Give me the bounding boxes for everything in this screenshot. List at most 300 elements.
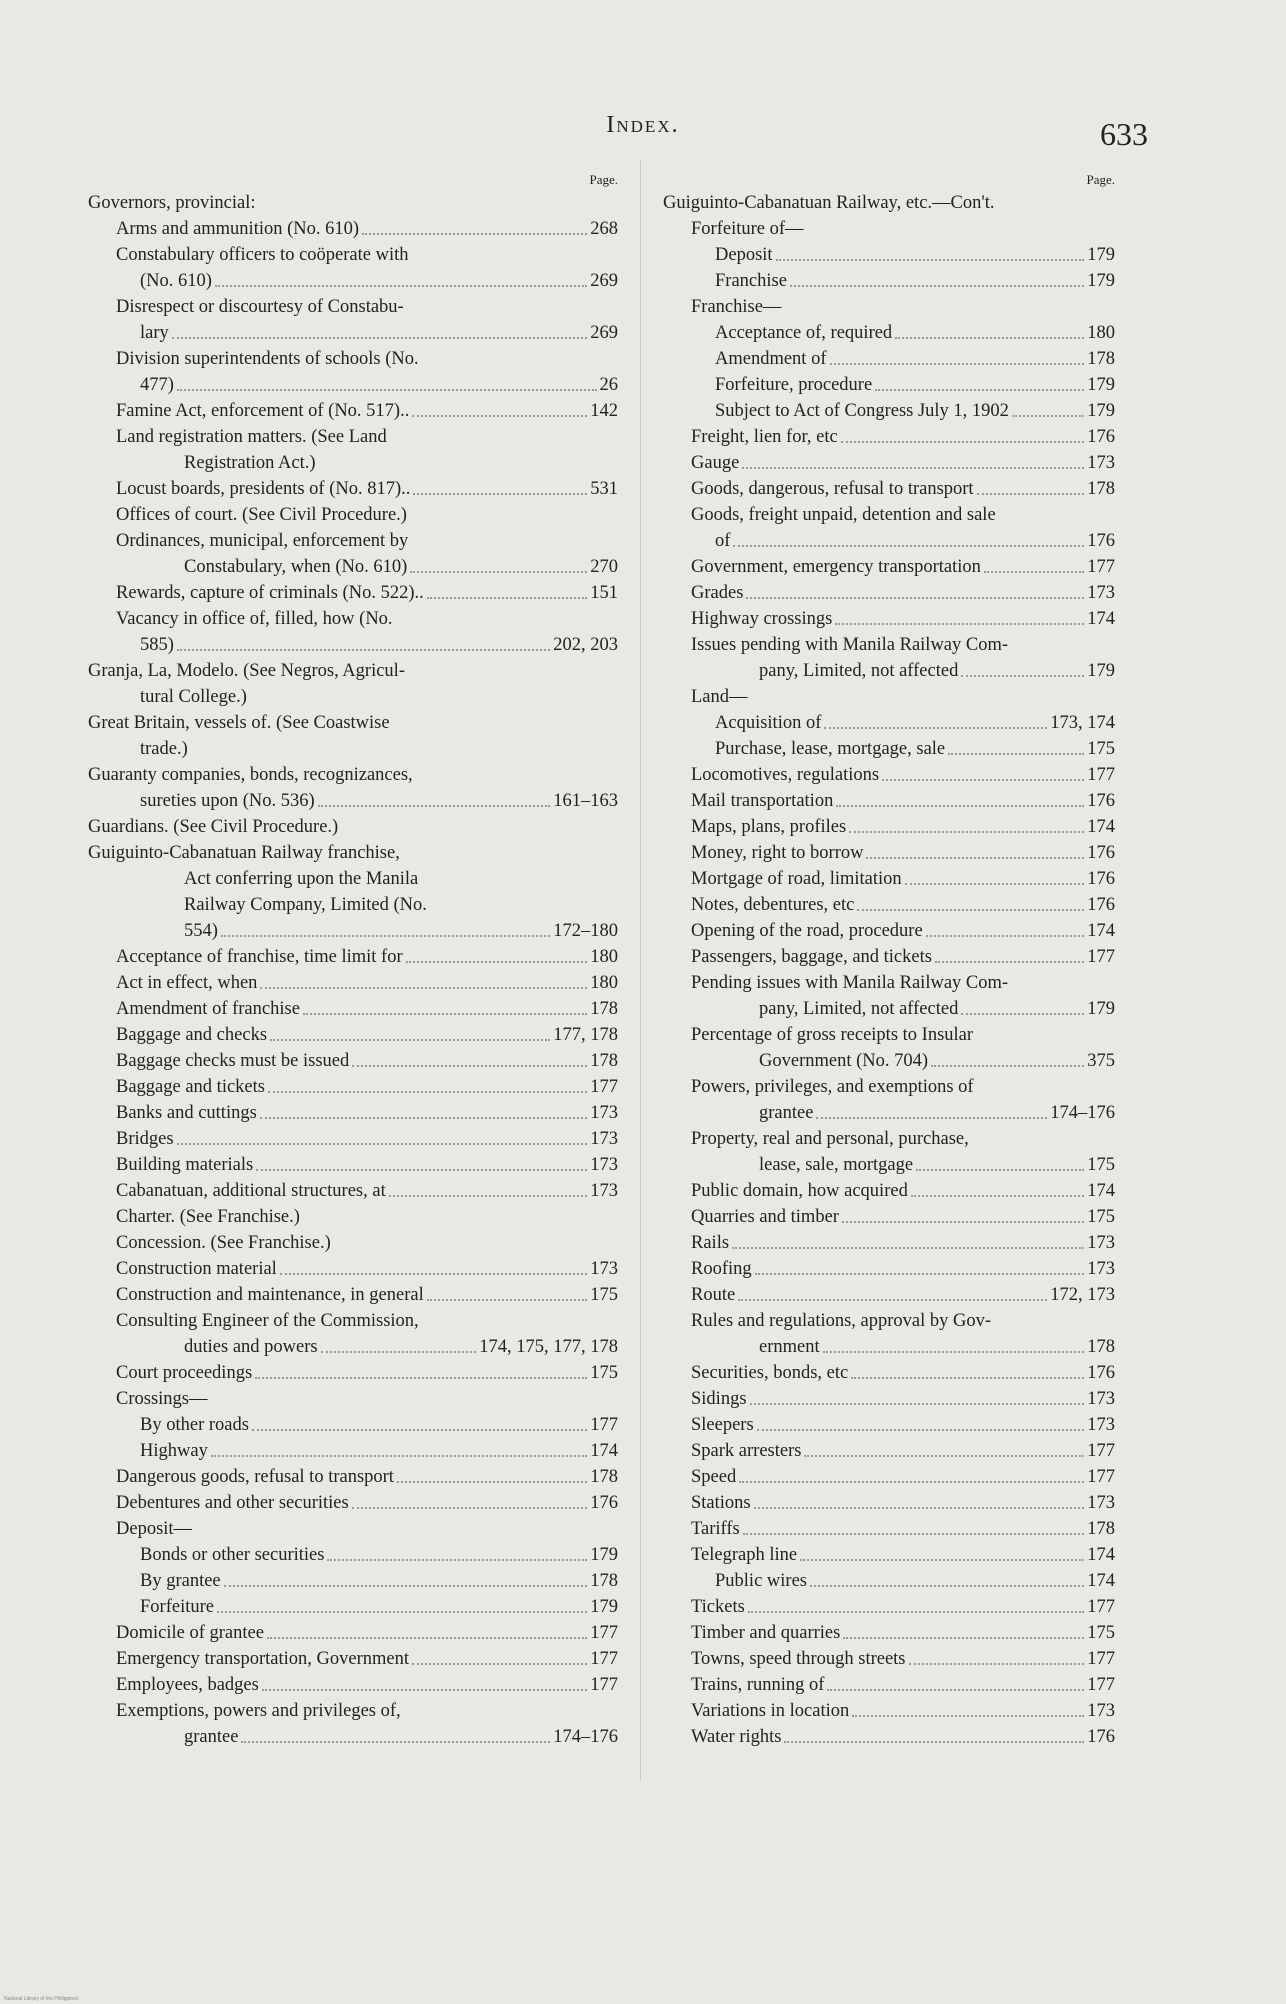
index-entry-text: Employees, badges	[116, 1675, 259, 1695]
index-entry	[88, 450, 618, 476]
dot-leader	[882, 779, 1084, 781]
index-entry-text: Great Britain, vessels of. (See Coastwise	[88, 713, 390, 733]
index-entry	[88, 320, 618, 346]
index-entry	[663, 710, 1115, 736]
dot-leader	[743, 1533, 1085, 1535]
dot-leader	[804, 1455, 1084, 1457]
dot-leader	[824, 727, 1047, 729]
index-entry-text: Mortgage of road, limitation	[691, 869, 902, 889]
index-entry	[88, 918, 618, 944]
index-entry-text: Land registration matters. (See Land	[116, 427, 387, 447]
index-entry-text: Domicile of grantee	[116, 1623, 264, 1643]
dot-leader	[800, 1559, 1084, 1561]
index-entry	[663, 1646, 1115, 1672]
index-entry-text: Concession. (See Franchise.)	[116, 1233, 331, 1253]
index-entry-text: Timber and quarries	[691, 1623, 841, 1643]
dot-leader	[738, 1299, 1047, 1301]
index-entry	[88, 1672, 618, 1698]
dot-leader	[931, 1065, 1084, 1067]
index-entry-text: Debentures and other securities	[116, 1493, 349, 1513]
dot-leader	[823, 1351, 1085, 1353]
index-entry	[88, 502, 618, 528]
index-entry-page: 161–163	[553, 791, 618, 811]
index-entry	[88, 1542, 618, 1568]
index-entry-page: 26	[599, 375, 618, 395]
dot-leader	[810, 1585, 1084, 1587]
index-entry-text: Grades	[691, 583, 744, 603]
index-entry-text: Acceptance of franchise, time limit for	[116, 947, 403, 967]
dot-leader	[790, 285, 1084, 287]
index-entry	[663, 840, 1115, 866]
index-entry	[88, 1698, 618, 1724]
dot-leader	[905, 883, 1085, 885]
dot-leader	[410, 571, 587, 573]
dot-leader	[412, 1663, 587, 1665]
index-entry-page: 177	[1087, 947, 1115, 967]
index-entry-text: Bonds or other securities	[140, 1545, 325, 1565]
dot-leader	[267, 1637, 587, 1639]
dot-leader	[327, 1559, 587, 1561]
index-entry	[88, 762, 618, 788]
index-entry-page: 173	[1087, 1259, 1115, 1279]
dot-leader	[836, 805, 1084, 807]
index-entry	[663, 528, 1115, 554]
index-entry-page: 174	[1087, 1571, 1115, 1591]
index-entry	[663, 1282, 1115, 1308]
index-entry-text: By other roads	[140, 1415, 249, 1435]
index-entry-text: grantee	[184, 1727, 239, 1747]
index-entry-text: Arms and ammunition (No. 610)	[116, 219, 360, 239]
index-entry-page: 180	[590, 947, 618, 967]
dot-leader	[835, 623, 1084, 625]
index-entry-page: 178	[590, 1571, 618, 1591]
index-entry-page: 172, 173	[1050, 1285, 1115, 1305]
index-entry-text: Constabulary officers to coöperate with	[116, 245, 409, 265]
index-entry-text: Highway crossings	[691, 609, 833, 629]
dot-leader	[406, 961, 588, 963]
dot-leader	[427, 1299, 588, 1301]
index-entry	[663, 190, 1115, 216]
index-entry-text: Spark arresters	[691, 1441, 802, 1461]
index-entry	[663, 450, 1115, 476]
index-entry-text: Charter. (See Franchise.)	[116, 1207, 300, 1227]
index-entry-page: 175	[590, 1363, 618, 1383]
index-entry-page: 175	[1087, 1623, 1115, 1643]
index-entry	[88, 528, 618, 554]
index-entry-text: Franchise—	[691, 297, 782, 317]
dot-leader	[757, 1429, 1085, 1431]
page-column-label: Page.	[1086, 172, 1115, 187]
index-entry-text: Locomotives, regulations	[691, 765, 880, 785]
index-entry	[663, 1360, 1115, 1386]
dot-leader	[260, 1117, 587, 1119]
index-entry-text: Franchise	[715, 271, 787, 291]
index-entry	[663, 1672, 1115, 1698]
index-entry-text: Act in effect, when	[116, 973, 258, 993]
dot-leader	[984, 571, 1084, 573]
index-entry-text: Money, right to borrow	[691, 843, 864, 863]
dot-leader	[397, 1481, 587, 1483]
dot-leader	[427, 597, 588, 599]
index-entry-page: 268	[590, 219, 618, 239]
index-entry-text: Crossings—	[116, 1389, 208, 1409]
dot-leader	[172, 337, 587, 339]
index-entry	[88, 1516, 618, 1542]
index-entry-text: Acquisition of	[715, 713, 822, 733]
dot-leader	[755, 1273, 1085, 1275]
index-entry-page: 177	[1087, 1467, 1115, 1487]
index-entry-text: Building materials	[116, 1155, 254, 1175]
index-entry	[88, 216, 618, 242]
index-entry	[663, 866, 1115, 892]
index-entry-text: Government (No. 704)	[759, 1051, 929, 1071]
index-entry-page: 174	[1087, 921, 1115, 941]
index-entry-page: 173	[590, 1129, 618, 1149]
index-entry-text: Bridges	[116, 1129, 174, 1149]
index-entry-page: 174	[1087, 1181, 1115, 1201]
page-title: Index.	[606, 112, 680, 138]
index-entry-text: Baggage and checks	[116, 1025, 268, 1045]
dot-leader	[352, 1065, 587, 1067]
index-entry	[88, 658, 618, 684]
index-entry-text: Speed	[691, 1467, 737, 1487]
index-entry	[88, 1620, 618, 1646]
dot-leader	[217, 1611, 587, 1613]
index-entry	[88, 1178, 618, 1204]
index-entry-text: Land—	[691, 687, 748, 707]
index-entry	[663, 1568, 1115, 1594]
index-entry-page: 375	[1087, 1051, 1115, 1071]
index-entry-page: 178	[1087, 479, 1115, 499]
index-entry	[663, 918, 1115, 944]
index-entry	[663, 814, 1115, 840]
index-entry	[88, 346, 618, 372]
dot-leader	[321, 1351, 477, 1353]
index-entry-text: lary	[140, 323, 169, 343]
index-entry-text: Registration Act.)	[184, 453, 316, 473]
index-entry	[663, 1620, 1115, 1646]
dot-leader	[961, 675, 1084, 677]
index-entry-page: 176	[1087, 531, 1115, 551]
index-entry	[663, 736, 1115, 762]
index-entry	[88, 684, 618, 710]
index-entry-text: Forfeiture	[140, 1597, 214, 1617]
index-entry	[88, 554, 618, 580]
dot-leader	[224, 1585, 588, 1587]
dot-leader	[352, 1507, 588, 1509]
dot-leader	[948, 753, 1084, 755]
index-entry-text: Construction and maintenance, in general	[116, 1285, 424, 1305]
index-entry	[663, 372, 1115, 398]
dot-leader	[280, 1273, 587, 1275]
index-entry-text: Ordinances, municipal, enforcement by	[116, 531, 409, 551]
index-entry-page: 176	[1087, 843, 1115, 863]
index-entry-page: 178	[1087, 1519, 1115, 1539]
index-entry-text: Emergency transportation, Government	[116, 1649, 410, 1669]
index-entry	[663, 1022, 1115, 1048]
index-entry-page: 174, 175, 177, 178	[479, 1337, 618, 1357]
index-entry	[663, 1438, 1115, 1464]
index-entry	[663, 1074, 1115, 1100]
index-entry	[88, 1230, 618, 1256]
index-entry-page: 175	[1087, 1155, 1115, 1175]
index-entry-page: 531	[590, 479, 618, 499]
dot-leader	[830, 363, 1085, 365]
index-entry	[88, 1464, 618, 1490]
index-entry-text: Guiguinto-Cabanatuan Railway, etc.—Con't.	[663, 193, 995, 213]
index-entry	[88, 1074, 618, 1100]
index-entry	[88, 736, 618, 762]
dot-leader	[215, 285, 587, 287]
left-column	[88, 170, 618, 1750]
index-entry-text: Rules and regulations, approval by Gov-	[691, 1311, 992, 1331]
index-entry	[88, 1152, 618, 1178]
index-entry-text: tural College.)	[140, 687, 247, 707]
index-entry-page: 176	[590, 1493, 618, 1513]
index-entry-text: Pending issues with Manila Railway Com-	[691, 973, 1009, 993]
index-entry	[88, 372, 618, 398]
dot-leader	[842, 1221, 1084, 1223]
index-entry-page: 142	[590, 401, 618, 421]
dot-leader	[252, 1429, 587, 1431]
index-entry-page: 176	[1087, 791, 1115, 811]
index-entry	[88, 1022, 618, 1048]
index-entry-text: Amendment of	[715, 349, 827, 369]
index-entry-page: 173	[590, 1103, 618, 1123]
dot-leader	[413, 493, 587, 495]
index-entry	[88, 970, 618, 996]
index-entry-text: pany, Limited, not affected	[759, 661, 959, 681]
index-entry	[663, 216, 1115, 242]
index-entry-page: 173	[1087, 1701, 1115, 1721]
index-entry	[88, 242, 618, 268]
dot-leader	[866, 857, 1084, 859]
index-entry	[663, 242, 1115, 268]
index-entry-page: 172–180	[553, 921, 618, 941]
right-entries	[663, 190, 1115, 1750]
index-entry-page: 178	[590, 1467, 618, 1487]
index-entry	[88, 1282, 618, 1308]
index-entry-text: Goods, freight unpaid, detention and sale	[691, 505, 996, 525]
index-entry	[663, 1516, 1115, 1542]
index-entry	[88, 190, 618, 216]
index-entry-page: 177, 178	[553, 1025, 618, 1045]
dot-leader	[843, 1637, 1084, 1639]
index-entry-page: 177	[1087, 1441, 1115, 1461]
index-entry-page: 173	[590, 1155, 618, 1175]
index-entry-page: 178	[1087, 1337, 1115, 1357]
index-entry-text: Dangerous goods, refusal to transport	[116, 1467, 394, 1487]
dot-leader	[851, 1377, 1084, 1379]
index-entry	[88, 1256, 618, 1282]
index-entry-page: 174	[1087, 609, 1115, 629]
index-entry-text: Governors, provincial:	[88, 193, 256, 213]
index-entry-page: 179	[590, 1545, 618, 1565]
index-entry-text: Property, real and personal, purchase,	[691, 1129, 969, 1149]
dot-leader	[177, 649, 550, 651]
index-entry	[88, 788, 618, 814]
index-entry-page: 179	[1087, 375, 1115, 395]
index-entry-text: Mail transportation	[691, 791, 834, 811]
dot-leader	[262, 1689, 587, 1691]
index-entry-page: 177	[590, 1623, 618, 1643]
index-entry-text: Goods, dangerous, refusal to transport	[691, 479, 974, 499]
index-entry-page: 174–176	[1050, 1103, 1115, 1123]
index-entry-text: Public wires	[715, 1571, 807, 1591]
index-entry-text: Water rights	[691, 1727, 782, 1747]
index-entry	[88, 1386, 618, 1412]
index-entry	[663, 1698, 1115, 1724]
index-entry-page: 179	[1087, 271, 1115, 291]
index-entry	[663, 268, 1115, 294]
index-entry-page: 175	[590, 1285, 618, 1305]
index-entry-page: 173	[1087, 1389, 1115, 1409]
dot-leader	[857, 909, 1084, 911]
index-entry-text: Trains, running of	[691, 1675, 825, 1695]
index-entry-page: 180	[590, 973, 618, 993]
index-entry	[663, 398, 1115, 424]
index-entry-text: Construction material	[116, 1259, 277, 1279]
index-entry-text: grantee	[759, 1103, 814, 1123]
index-entry-text: Sidings	[691, 1389, 747, 1409]
index-entry	[88, 580, 618, 606]
dot-leader	[412, 415, 587, 417]
index-entry	[663, 1412, 1115, 1438]
index-entry	[663, 970, 1115, 996]
index-entry-text: Constabulary, when (No. 610)	[184, 557, 408, 577]
dot-leader	[841, 441, 1085, 443]
index-entry-page: 179	[1087, 999, 1115, 1019]
index-entry-text: Telegraph line	[691, 1545, 798, 1565]
index-entry	[88, 294, 618, 320]
dot-leader	[270, 1039, 550, 1041]
index-entry-text: Disrespect or discourtesy of Constabu-	[116, 297, 404, 317]
index-entry	[663, 424, 1115, 450]
index-entry-page: 174–176	[553, 1727, 618, 1747]
dot-leader	[389, 1195, 588, 1197]
index-entry-text: Subject to Act of Congress July 1, 1902	[715, 401, 1009, 421]
index-entry-page: 179	[1087, 661, 1115, 681]
index-entry-text: Act conferring upon the Manila	[184, 869, 419, 889]
dot-leader	[776, 259, 1085, 261]
index-entry	[88, 1204, 618, 1230]
index-entry-text: Baggage and tickets	[116, 1077, 265, 1097]
index-entry-page: 175	[1087, 739, 1115, 759]
index-entry	[88, 606, 618, 632]
index-entry	[663, 1490, 1115, 1516]
index-entry	[88, 1048, 618, 1074]
index-entry	[663, 1126, 1115, 1152]
index-entry-text: Towns, speed through streets	[691, 1649, 906, 1669]
index-entry-text: Rewards, capture of criminals (No. 522)..	[116, 583, 424, 603]
index-entry-text: pany, Limited, not affected	[759, 999, 959, 1019]
index-entry-page: 176	[1087, 869, 1115, 889]
index-entry-text: of	[715, 531, 731, 551]
index-entry	[663, 944, 1115, 970]
index-entry-text: Maps, plans, profiles	[691, 817, 847, 837]
index-entry-page: 178	[590, 1051, 618, 1071]
index-entry-page: 173, 174	[1050, 713, 1115, 733]
dot-leader	[318, 805, 551, 807]
index-entry-text: Guardians. (See Civil Procedure.)	[88, 817, 339, 837]
dot-leader	[739, 1481, 1084, 1483]
index-entry	[88, 1724, 618, 1750]
index-entry	[663, 1256, 1115, 1282]
page-number: 633	[1100, 116, 1148, 152]
index-entry	[88, 892, 618, 918]
index-entry	[663, 1464, 1115, 1490]
dot-leader	[256, 1169, 587, 1171]
index-entry	[88, 944, 618, 970]
index-entry-text: Government, emergency transportation	[691, 557, 981, 577]
index-entry	[88, 866, 618, 892]
index-entry-text: 477)	[140, 375, 174, 395]
index-entry	[663, 294, 1115, 320]
index-entry-text: Amendment of franchise	[116, 999, 300, 1019]
dot-leader	[732, 1247, 1084, 1249]
dot-leader	[746, 597, 1084, 599]
dot-leader	[935, 961, 1084, 963]
dot-leader	[260, 987, 587, 989]
index-entry-text: Route	[691, 1285, 736, 1305]
index-entry-text: Railway Company, Limited (No.	[184, 895, 427, 915]
dot-leader	[961, 1013, 1084, 1015]
index-entry-page: 177	[590, 1649, 618, 1669]
index-entry-text: Sleepers	[691, 1415, 754, 1435]
index-entry	[663, 1308, 1115, 1334]
dot-leader	[268, 1091, 587, 1093]
dot-leader	[742, 467, 1084, 469]
index-entry-text: Opening of the road, procedure	[691, 921, 923, 941]
index-entry	[663, 1152, 1115, 1178]
index-entry-page: 180	[1087, 323, 1115, 343]
dot-leader	[255, 1377, 587, 1379]
index-entry	[663, 1100, 1115, 1126]
index-entry-text: Tickets	[691, 1597, 745, 1617]
index-entry	[88, 1360, 618, 1386]
dot-leader	[177, 1143, 588, 1145]
index-entry	[663, 762, 1115, 788]
index-entry	[88, 424, 618, 450]
index-entry	[663, 1048, 1115, 1074]
index-entry	[663, 1542, 1115, 1568]
index-entry-text: 585)	[140, 635, 174, 655]
index-entry-page: 178	[590, 999, 618, 1019]
index-entry	[88, 268, 618, 294]
index-entry	[88, 1646, 618, 1672]
dot-leader	[816, 1117, 1047, 1119]
dot-leader	[362, 233, 587, 235]
index-entry-page: 176	[1087, 427, 1115, 447]
index-entry	[88, 996, 618, 1022]
index-entry-text: Notes, debentures, etc	[691, 895, 855, 915]
index-entry-text: duties and powers	[184, 1337, 318, 1357]
index-entry-page: 177	[1087, 557, 1115, 577]
index-entry	[663, 1334, 1115, 1360]
index-entry-text: Vacancy in office of, filled, how (No.	[116, 609, 393, 629]
dot-leader	[303, 1013, 587, 1015]
index-entry-text: Gauge	[691, 453, 740, 473]
index-entry	[663, 684, 1115, 710]
index-entry-text: Rails	[691, 1233, 730, 1253]
dot-leader	[875, 389, 1084, 391]
index-entry	[88, 1126, 618, 1152]
dot-leader	[849, 831, 1084, 833]
index-entry-page: 179	[1087, 401, 1115, 421]
index-entry	[88, 1308, 618, 1334]
index-entry-text: Court proceedings	[116, 1363, 253, 1383]
index-entry-text: Granja, La, Modelo. (See Negros, Agricul-	[88, 661, 405, 681]
